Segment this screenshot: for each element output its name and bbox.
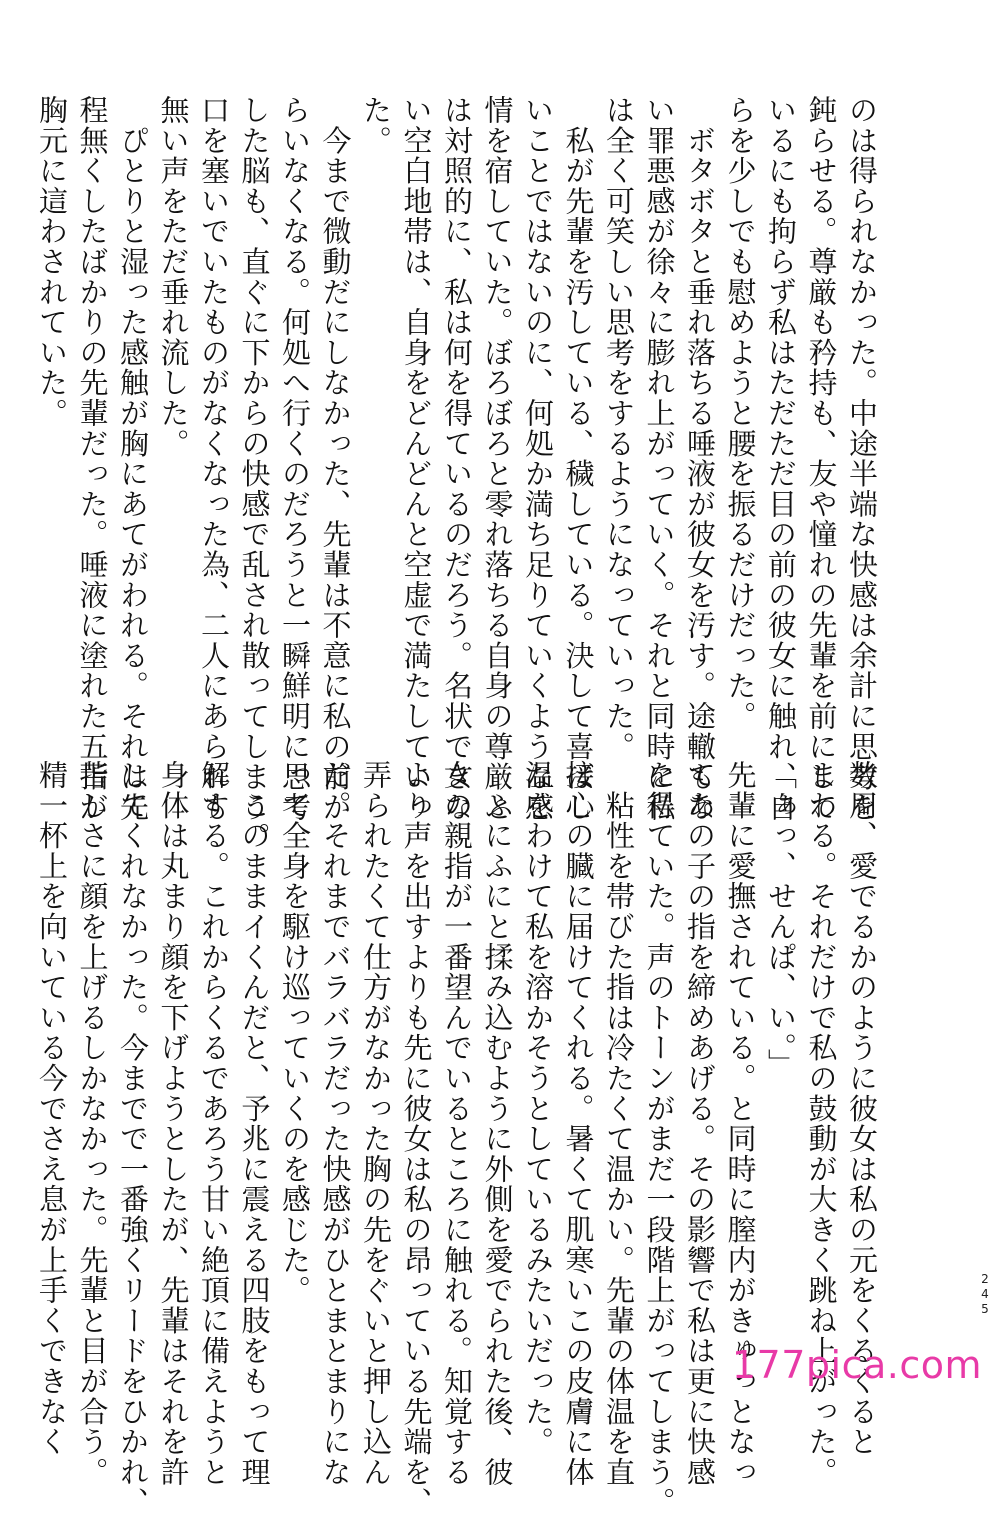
text-column: 鈍らせる。尊厳も矜持も、友や憧れの先輩を前にして (804, 95, 839, 823)
text-column: 先輩に愛撫されている。と同時に膣内がきゅっとなっ (723, 760, 758, 1488)
text-column: い罪悪感が徐々に膨れ上がっていく。それと同時に私 (642, 95, 677, 823)
text-column: は対照的に、私は何を得ているのだろう。名状できな (440, 95, 474, 823)
text-column: 胸元に這わされていた。 (35, 95, 69, 429)
text-column: らを少しでも慰めようと腰を振るだけだった。 (723, 95, 758, 732)
text-column: のは得られなかった。中途半端な快感は余計に思考を (845, 95, 879, 823)
text-column: 粘性を帯びた指は冷たくて温かい。先輩の体温を直 (602, 760, 636, 1488)
text-column: 数周、愛でるかのように彼女は私の元をくるくると (845, 760, 879, 1457)
text-column: は全く可笑しい思考をするようになっていった。 (602, 95, 636, 762)
text-column: 私が先輩を汚している、穢している。決して喜ばし (561, 95, 596, 823)
page-number: 245 (978, 1272, 992, 1317)
text-column: このままイくんだと、予兆に震える四肢をもって理 (237, 760, 272, 1488)
text-column: 程無くしたばかりの先輩だった。唾液に塗れた五指が (75, 95, 110, 823)
text-column: 身体は丸まり顔を下げようとしたが、先輩はそれを許 (156, 760, 191, 1488)
text-column: より声を出すよりも先に彼女は私の昂っている先端を、 (399, 760, 434, 1518)
text-column: ふにふにと揉み込むように外側を愛でられた後、彼 (480, 760, 515, 1488)
text-column: た。 (359, 95, 393, 156)
text-column: 情を宿していた。ぼろぼろと零れ落ちる自身の尊厳と (480, 95, 515, 823)
text-column: 弄られたくて仕方がなかった胸の先をぐいと押し込ん (359, 760, 393, 1488)
text-column: 苦しさに顔を上げるしかなかった。先輩と目が合う。 (75, 760, 110, 1488)
text-column: だ。それまでバラバラだった快感がひとまとまりにな (318, 760, 353, 1488)
text-column: まわる。それだけで私の鼓動が大きく跳ね上がった。 (804, 760, 839, 1488)
text-column: 無い声をただ垂れ流した。 (156, 95, 191, 459)
text-column: いるにも拘らず私はただただ目の前の彼女に触れ、自 (764, 95, 798, 823)
text-column: てあの子の指を締めあげる。その影響で私は更に快感 (683, 760, 717, 1488)
text-column: って全身を駆け巡っていくのを感じた。 (278, 760, 312, 1306)
text-block-top (32, 95, 883, 853)
text-column: を得ていた。声のトーンがまだ一段階上がってしまう。 (642, 760, 677, 1518)
text-column: ぴとりと湿った感触が胸にあてがわれる。それは先 (116, 95, 150, 823)
text-column: 「ぁっ、せんぱ、い。」 (764, 760, 798, 1079)
text-column: 温をわけて私を溶かそうとしているみたいだった。 (521, 760, 555, 1457)
text-column: 精一杯上を向いている今でさえ息が上手くできなく (35, 760, 69, 1457)
text-column: 解する。これからくるであろう甘い絶頂に備えようと (197, 760, 231, 1488)
text-column: 接心の臓に届けてくれる。暑くて肌寒いこの皮膚に体 (561, 760, 596, 1488)
text-column: 女の親指が一番望んでいるところに触れる。知覚する (440, 760, 474, 1488)
text-column: 今まで微動だにしなかった、先輩は不意に私の前か (318, 95, 353, 823)
text-column: らいなくなる。何処へ行くのだろうと一瞬鮮明に思考 (278, 95, 312, 823)
text-column: い空白地帯は、自身をどんどんと空虚で満たしていっ (399, 95, 434, 823)
watermark: 177pica.com (731, 1343, 982, 1387)
text-column: してくれなかった。今までで一番強くリードをひかれ、 (116, 760, 150, 1518)
text-column: 口を塞いでいたものがなくなった為、二人にあられも (197, 95, 231, 823)
text-column: いことではないのに、何処か満ち足りていくような感 (521, 95, 555, 823)
text-column: した脳も、直ぐに下からの快感で乱され散ってしまう。 (237, 95, 272, 853)
text-column: ボタボタと垂れ落ちる唾液が彼女を汚す。途轍もな (683, 95, 717, 823)
